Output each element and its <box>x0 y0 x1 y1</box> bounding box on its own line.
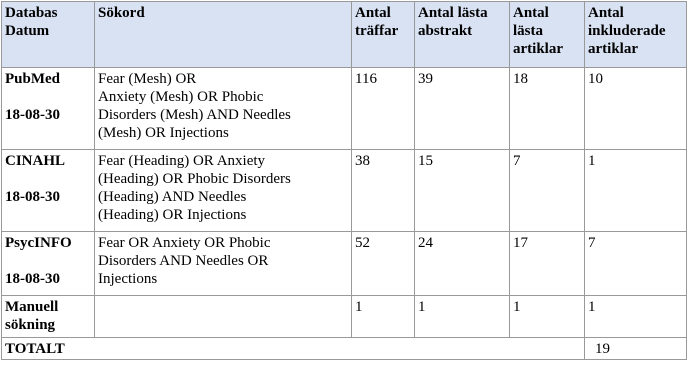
total-label: TOTALT <box>2 338 585 360</box>
articles-read-cell: 18 <box>510 68 585 150</box>
hits-cell: 38 <box>352 150 415 232</box>
header-abstracts: Antal lästa abstrakt <box>415 2 510 68</box>
abstracts-cell: 24 <box>415 232 510 296</box>
header-articles-included: Antal inkluderade artiklar <box>585 2 687 68</box>
abstracts-cell: 15 <box>415 150 510 232</box>
search-terms-cell: Fear (Mesh) OR Anxiety (Mesh) OR Phobic Disorders (Mesh) AND Needles (Mesh) OR Injections <box>95 68 352 150</box>
table-row <box>2 232 687 296</box>
articles-included-cell: 10 <box>585 68 687 150</box>
articles-read-cell: 7 <box>510 150 585 232</box>
header-search-terms: Sökord <box>95 2 352 68</box>
abstracts-cell: 39 <box>415 68 510 150</box>
hits-cell: 1 <box>352 296 415 338</box>
total-row <box>2 338 687 360</box>
table-row <box>2 296 687 338</box>
articles-included-cell: 7 <box>585 232 687 296</box>
hits-cell: 52 <box>352 232 415 296</box>
articles-included-cell: 1 <box>585 296 687 338</box>
hits-cell: 116 <box>352 68 415 150</box>
articles-read-cell: 1 <box>510 296 585 338</box>
header-hits: Antal träffar <box>352 2 415 68</box>
search-terms-cell <box>95 296 352 338</box>
total-value: 19 <box>585 338 687 360</box>
database-cell: PsycINFO 18-08-30 <box>2 232 95 296</box>
database-cell: PubMed 18-08-30 <box>2 68 95 150</box>
header-row <box>2 2 687 68</box>
database-cell: CINAHL 18-08-30 <box>2 150 95 232</box>
articles-included-cell: 1 <box>585 150 687 232</box>
database-cell: Manuell sökning <box>2 296 95 338</box>
abstracts-cell: 1 <box>415 296 510 338</box>
table-row <box>2 68 687 150</box>
search-terms-cell: Fear (Heading) OR Anxiety (Heading) OR Phobic Disorders (Heading) AND Needles (Heading) OR Injections <box>95 150 352 232</box>
header-articles-read: Antal lästa artiklar <box>510 2 585 68</box>
search-results-table <box>1 1 687 360</box>
articles-read-cell: 17 <box>510 232 585 296</box>
header-database: Databas Datum <box>2 2 95 68</box>
search-terms-cell: Fear OR Anxiety OR Phobic Disorders AND Needles OR Injections <box>95 232 352 296</box>
table-row <box>2 150 687 232</box>
